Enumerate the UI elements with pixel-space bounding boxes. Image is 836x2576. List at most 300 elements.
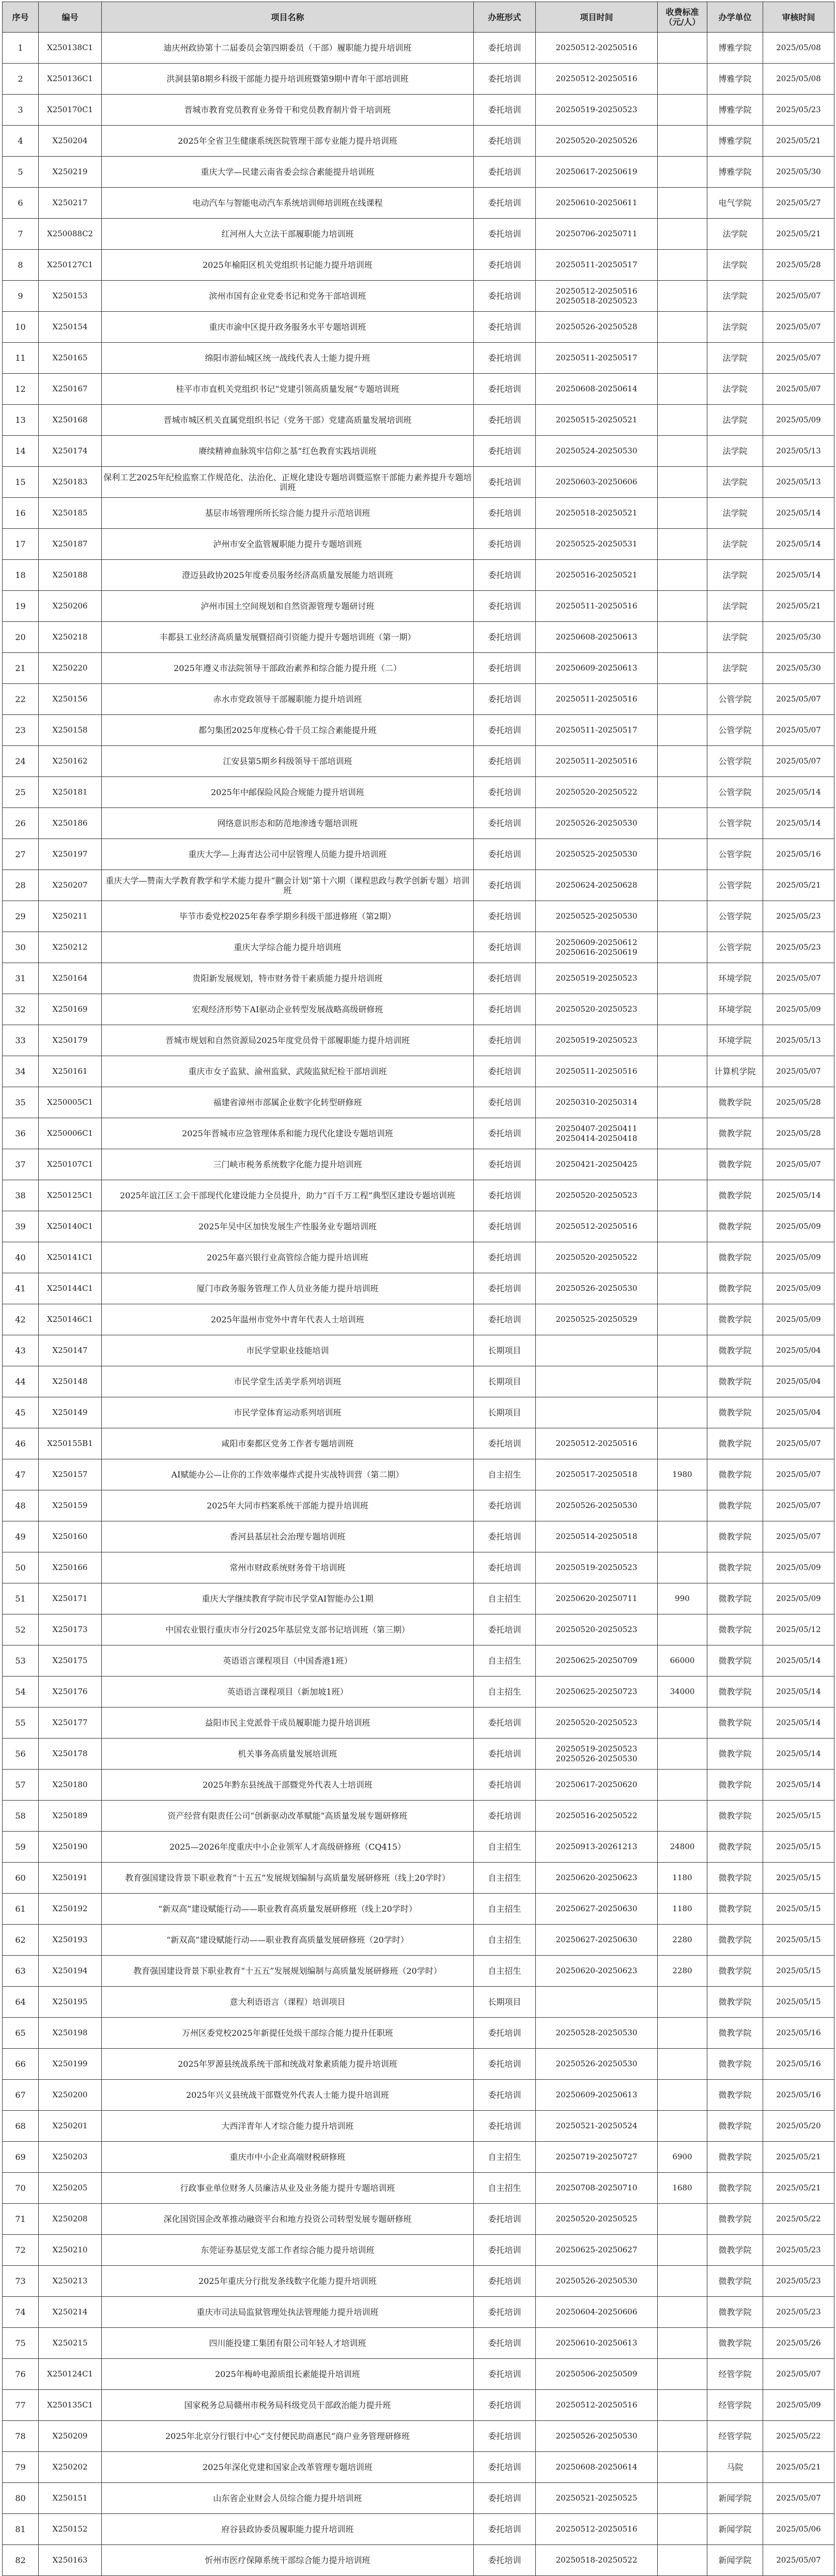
cell-index: 33	[3, 1025, 39, 1056]
cell-class-form: 委托培训	[474, 157, 536, 188]
cell-project-period: 20250515-20250521	[536, 405, 658, 436]
cell-school-unit: 微教学院	[707, 1490, 763, 1521]
cell-school-unit: 法学院	[707, 436, 763, 467]
cell-code: X250202	[39, 2452, 102, 2483]
cell-class-form: 委托培训	[474, 2111, 536, 2142]
cell-project-period: 20250525-20250529	[536, 1304, 658, 1335]
cell-project-name: 重庆市渝中区提升政务服务水平专题培训班	[102, 312, 474, 343]
cell-project-name: 2025年嘉兴银行业高管综合能力提升培训班	[102, 1242, 474, 1273]
cell-project-name: 都匀集团2025年度核心骨干员工综合素能提升班	[102, 715, 474, 746]
cell-project-period: 20250526-20250530	[536, 2049, 658, 2080]
cell-review-date: 2025/05/07	[763, 1521, 834, 1552]
cell-project-name: 机关事务高质量发展培训班	[102, 1739, 474, 1770]
cell-code: X250176	[39, 1676, 102, 1708]
cell-fee	[658, 33, 707, 64]
cell-project-name: 重庆大学综合能力提升培训班	[102, 932, 474, 963]
cell-class-form: 自主招生	[474, 1676, 536, 1708]
cell-school-unit: 法学院	[707, 250, 763, 281]
cell-review-date: 2025/05/21	[763, 2142, 834, 2173]
cell-index: 35	[3, 1087, 39, 1118]
cell-code: X250138C1	[39, 33, 102, 64]
cell-class-form: 委托培训	[474, 374, 536, 405]
cell-school-unit: 微教学院	[707, 2297, 763, 2328]
cell-school-unit: 微教学院	[707, 1614, 763, 1645]
cell-index: 11	[3, 343, 39, 374]
cell-review-date: 2025/05/09	[763, 1273, 834, 1304]
cell-fee	[658, 1521, 707, 1552]
cell-project-period: 20250514-20250518	[536, 1521, 658, 1552]
cell-index: 75	[3, 2328, 39, 2359]
cell-fee	[658, 1708, 707, 1739]
header-code: 编号	[39, 2, 102, 33]
cell-class-form: 委托培训	[474, 2514, 536, 2545]
cell-project-name: 市民学堂生活美学系列培训班	[102, 1366, 474, 1397]
cell-fee	[658, 374, 707, 405]
cell-class-form: 委托培训	[474, 2483, 536, 2514]
cell-class-form: 委托培训	[474, 2390, 536, 2421]
cell-fee	[658, 436, 707, 467]
cell-code: X250175	[39, 1645, 102, 1676]
cell-fee	[658, 312, 707, 343]
cell-review-date: 2025/05/21	[763, 870, 834, 901]
cell-review-date: 2025/05/07	[763, 281, 834, 312]
cell-school-unit: 计算机学院	[707, 1056, 763, 1087]
cell-class-form: 委托培训	[474, 2421, 536, 2452]
cell-project-period: 20250421-20250425	[536, 1149, 658, 1180]
table-row	[3, 1925, 834, 1956]
cell-project-period	[536, 1366, 658, 1397]
cell-index: 62	[3, 1925, 39, 1956]
cell-index: 12	[3, 374, 39, 405]
cell-school-unit: 法学院	[707, 529, 763, 560]
cell-project-period: 20250609-20250612 20250616-20250619	[536, 932, 658, 963]
cell-school-unit: 博雅学院	[707, 33, 763, 64]
cell-fee	[658, 2359, 707, 2390]
cell-review-date: 2025/05/21	[763, 2173, 834, 2204]
table-row	[3, 2297, 834, 2328]
cell-fee	[658, 591, 707, 622]
cell-project-period: 20250525-20250530	[536, 901, 658, 932]
cell-project-name: 中国农业银行重庆市分行2025年基层党支部书记培训班（第三期）	[102, 1614, 474, 1645]
cell-project-name: 厦门市政务服务管理工作人员业务能力提升培训班	[102, 1273, 474, 1304]
cell-class-form: 委托培训	[474, 126, 536, 157]
cell-school-unit: 法学院	[707, 281, 763, 312]
cell-project-name: 赤水市党政领导干部履职能力提升培训班	[102, 684, 474, 715]
cell-project-name: 电动汽车与智能电动汽车系统培训师培训班在线课程	[102, 188, 474, 219]
cell-fee: 1980	[658, 1459, 707, 1490]
cell-class-form: 委托培训	[474, 436, 536, 467]
cell-class-form: 委托培训	[474, 467, 536, 498]
cell-project-period: 20250520-20250523	[536, 1708, 658, 1739]
table-row	[3, 1676, 834, 1708]
cell-class-form: 长期项目	[474, 1397, 536, 1428]
cell-code: X250155B1	[39, 1428, 102, 1459]
cell-class-form: 委托培训	[474, 2452, 536, 2483]
cell-class-form: 自主招生	[474, 2173, 536, 2204]
cell-class-form: 委托培训	[474, 560, 536, 591]
table-row	[3, 1521, 834, 1552]
header-project-name: 项目名称	[102, 2, 474, 33]
cell-index: 79	[3, 2452, 39, 2483]
table-row	[3, 2018, 834, 2049]
cell-code: X250152	[39, 2514, 102, 2545]
cell-school-unit: 微教学院	[707, 2173, 763, 2204]
cell-review-date: 2025/05/14	[763, 560, 834, 591]
cell-project-name: 2025年兴义县统战干部暨党外代表人士能力提升培训班	[102, 2080, 474, 2111]
cell-fee	[658, 1149, 707, 1180]
cell-fee	[658, 839, 707, 870]
cell-school-unit: 微教学院	[707, 1180, 763, 1211]
cell-code: X250166	[39, 1552, 102, 1583]
table-header	[3, 2, 834, 33]
cell-fee	[658, 1335, 707, 1366]
cell-code: X250163	[39, 2545, 102, 2576]
cell-fee	[658, 2545, 707, 2576]
cell-class-form: 委托培训	[474, 622, 536, 653]
cell-school-unit: 新闻学院	[707, 2545, 763, 2576]
cell-code: X250149	[39, 1397, 102, 1428]
cell-fee: 2280	[658, 1956, 707, 1987]
cell-school-unit: 微教学院	[707, 1987, 763, 2018]
cell-code: X250181	[39, 777, 102, 808]
cell-school-unit: 法学院	[707, 374, 763, 405]
cell-project-period: 20250528-20250530	[536, 2018, 658, 2049]
cell-school-unit: 新闻学院	[707, 2514, 763, 2545]
cell-project-name: 红河州人大立法干部履职能力培训班	[102, 219, 474, 250]
cell-review-date: 2025/05/07	[763, 343, 834, 374]
table-row	[3, 1180, 834, 1211]
cell-code: X250179	[39, 1025, 102, 1056]
table-row	[3, 281, 834, 312]
table-row	[3, 2421, 834, 2452]
cell-review-date: 2025/05/14	[763, 498, 834, 529]
cell-code: X250153	[39, 281, 102, 312]
cell-class-form: 委托培训	[474, 2080, 536, 2111]
cell-code: X250165	[39, 343, 102, 374]
cell-fee	[658, 808, 707, 839]
cell-project-period: 20250511-20250516	[536, 746, 658, 777]
cell-project-period: 20250519-20250523	[536, 963, 658, 994]
cell-school-unit: 博雅学院	[707, 157, 763, 188]
cell-fee	[658, 2018, 707, 2049]
cell-index: 40	[3, 1242, 39, 1273]
cell-school-unit: 环境学院	[707, 1025, 763, 1056]
cell-fee: 990	[658, 1583, 707, 1614]
cell-index: 17	[3, 529, 39, 560]
cell-review-date: 2025/05/30	[763, 622, 834, 653]
cell-project-name: 意大利语语言（课程）培训项目	[102, 1987, 474, 2018]
cell-class-form: 委托培训	[474, 33, 536, 64]
cell-class-form: 委托培训	[474, 715, 536, 746]
cell-school-unit: 新闻学院	[707, 2483, 763, 2514]
cell-code: X250136C1	[39, 64, 102, 95]
cell-index: 24	[3, 746, 39, 777]
table-row	[3, 1832, 834, 1863]
cell-index: 67	[3, 2080, 39, 2111]
cell-code: X250159	[39, 1490, 102, 1521]
cell-review-date: 2025/05/07	[763, 2545, 834, 2576]
cell-code: X250193	[39, 1925, 102, 1956]
cell-project-period: 20250608-20250614	[536, 374, 658, 405]
cell-fee	[658, 1801, 707, 1832]
cell-project-name: 2025年重庆分行批发条线数字化能力提升培训班	[102, 2266, 474, 2297]
cell-code: X250206	[39, 591, 102, 622]
cell-school-unit: 电气学院	[707, 188, 763, 219]
cell-index: 16	[3, 498, 39, 529]
cell-code: X250220	[39, 653, 102, 684]
cell-index: 74	[3, 2297, 39, 2328]
cell-review-date: 2025/05/07	[763, 2359, 834, 2390]
cell-school-unit: 微教学院	[707, 1739, 763, 1770]
table-row	[3, 2111, 834, 2142]
cell-fee	[658, 467, 707, 498]
cell-fee	[658, 622, 707, 653]
cell-review-date: 2025/05/16	[763, 2018, 834, 2049]
cell-class-form: 委托培训	[474, 1242, 536, 1273]
table-row	[3, 994, 834, 1025]
cell-project-name: 2025年北京分行银行中心“支付便民助商惠民”商户业务管理研修班	[102, 2421, 474, 2452]
table-row	[3, 250, 834, 281]
cell-class-form: 委托培训	[474, 1087, 536, 1118]
cell-code: X250154	[39, 312, 102, 343]
cell-class-form: 委托培训	[474, 405, 536, 436]
table-row	[3, 1894, 834, 1925]
cell-review-date: 2025/05/04	[763, 1366, 834, 1397]
cell-class-form: 委托培训	[474, 2235, 536, 2266]
cell-project-name: 晋城市城区机关直属党组织书记（党务干部）党建高质量发展培训班	[102, 405, 474, 436]
cell-project-name: 深化国资国企改革推动融资平台和地方投资公司转型发展专题研修班	[102, 2204, 474, 2235]
cell-project-name: 滨州市国有企业党委书记和党务干部培训班	[102, 281, 474, 312]
cell-school-unit: 公管学院	[707, 870, 763, 901]
cell-project-name: 重庆市中小企业高端财税研修班	[102, 2142, 474, 2173]
cell-school-unit: 微教学院	[707, 1304, 763, 1335]
cell-review-date: 2025/05/13	[763, 1025, 834, 1056]
cell-fee	[658, 1739, 707, 1770]
cell-school-unit: 微教学院	[707, 1335, 763, 1366]
table-row	[3, 1087, 834, 1118]
cell-review-date: 2025/05/12	[763, 1614, 834, 1645]
cell-project-period: 20250604-20250606	[536, 2297, 658, 2328]
cell-class-form: 委托培训	[474, 2545, 536, 2576]
cell-school-unit: 法学院	[707, 498, 763, 529]
cell-code: X250135C1	[39, 2390, 102, 2421]
cell-project-name: 迪庆州政协第十二届委员会第四期委员（干部）履职能力提升培训班	[102, 33, 474, 64]
cell-fee	[658, 1056, 707, 1087]
cell-class-form: 委托培训	[474, 95, 536, 126]
cell-fee	[658, 188, 707, 219]
table-row	[3, 374, 834, 405]
cell-project-period: 20250706-20250711	[536, 219, 658, 250]
cell-project-period: 20250520-20250522	[536, 1242, 658, 1273]
cell-fee: 1680	[658, 2173, 707, 2204]
cell-school-unit: 微教学院	[707, 1087, 763, 1118]
cell-school-unit: 微教学院	[707, 1770, 763, 1801]
cell-fee	[658, 1273, 707, 1304]
cell-index: 31	[3, 963, 39, 994]
cell-class-form: 委托培训	[474, 2266, 536, 2297]
cell-school-unit: 微教学院	[707, 1428, 763, 1459]
cell-fee	[658, 994, 707, 1025]
cell-class-form: 自主招生	[474, 1863, 536, 1894]
cell-class-form: 委托培训	[474, 1211, 536, 1242]
cell-class-form: 长期项目	[474, 1366, 536, 1397]
table-row	[3, 2204, 834, 2235]
cell-project-period: 20250708-20250710	[536, 2173, 658, 2204]
table-row	[3, 932, 834, 963]
header-row	[3, 2, 834, 33]
cell-project-name: 晋城市规划和自然资源局2025年度党员骨干部履职能力提升培训班	[102, 1025, 474, 1056]
cell-class-form: 委托培训	[474, 1118, 536, 1149]
table-row	[3, 1801, 834, 1832]
cell-project-period: 20250624-20250628	[536, 870, 658, 901]
cell-fee	[658, 1242, 707, 1273]
cell-project-period: 20250525-20250530	[536, 839, 658, 870]
cell-school-unit: 微教学院	[707, 2266, 763, 2297]
table-row	[3, 870, 834, 901]
cell-index: 7	[3, 219, 39, 250]
cell-project-name: 英语语言课程项目（中国香港1班）	[102, 1645, 474, 1676]
cell-school-unit: 微教学院	[707, 1366, 763, 1397]
cell-index: 4	[3, 126, 39, 157]
cell-fee	[658, 560, 707, 591]
cell-index: 37	[3, 1149, 39, 1180]
cell-project-period: 20250520-20250526	[536, 126, 658, 157]
cell-project-name: 重庆市女子监狱、渝州监狱、武陵监狱纪检干部培训班	[102, 1056, 474, 1087]
cell-project-name: 绵阳市游仙城区统一战线代表人士能力提升班	[102, 343, 474, 374]
cell-project-period: 20250608-20250613	[536, 622, 658, 653]
cell-project-name: 益阳市民主党派骨干成员履职能力提升培训班	[102, 1708, 474, 1739]
cell-code: X250191	[39, 1863, 102, 1894]
cell-class-form: 委托培训	[474, 1739, 536, 1770]
cell-index: 3	[3, 95, 39, 126]
cell-project-period: 20250526-20250530	[536, 1490, 658, 1521]
cell-code: X250158	[39, 715, 102, 746]
cell-project-period	[536, 1397, 658, 1428]
cell-index: 6	[3, 188, 39, 219]
cell-project-period	[536, 1335, 658, 1366]
cell-class-form: 自主招生	[474, 1894, 536, 1925]
cell-review-date: 2025/05/21	[763, 591, 834, 622]
cell-project-name: 泸州市国土空间规划和自然资源管理专题研讨班	[102, 591, 474, 622]
cell-index: 77	[3, 2390, 39, 2421]
cell-fee	[658, 1490, 707, 1521]
cell-project-name: 2025年吴中区加快发展生产性服务业专题培训班	[102, 1211, 474, 1242]
cell-project-name: 忻州市医疗保障系统干部综合能力提升培训班	[102, 2545, 474, 2576]
header-review-date: 审核时间	[763, 2, 834, 33]
table-row	[3, 684, 834, 715]
cell-review-date: 2025/05/21	[763, 2452, 834, 2483]
cell-school-unit: 法学院	[707, 312, 763, 343]
cell-school-unit: 公管学院	[707, 746, 763, 777]
cell-index: 28	[3, 870, 39, 901]
cell-project-period: 20250617-20250619	[536, 157, 658, 188]
cell-review-date: 2025/05/15	[763, 1801, 834, 1832]
cell-project-name: 重庆大学—上海青达公司中层管理人员能力提升培训班	[102, 839, 474, 870]
header-index: 序号	[3, 2, 39, 33]
cell-index: 46	[3, 1428, 39, 1459]
cell-class-form: 委托培训	[474, 2018, 536, 2049]
cell-school-unit: 微教学院	[707, 1118, 763, 1149]
cell-project-name: 重庆大学—民建云南省委会综合素能提升培训班	[102, 157, 474, 188]
cell-project-period: 20250519-20250523	[536, 1552, 658, 1583]
cell-review-date: 2025/05/07	[763, 374, 834, 405]
cell-class-form: 委托培训	[474, 1304, 536, 1335]
table-row	[3, 1645, 834, 1676]
cell-review-date: 2025/05/07	[763, 963, 834, 994]
cell-school-unit: 法学院	[707, 653, 763, 684]
cell-review-date: 2025/05/14	[763, 1708, 834, 1739]
cell-project-period: 20250512-20250516	[536, 2514, 658, 2545]
cell-index: 1	[3, 33, 39, 64]
cell-review-date: 2025/05/15	[763, 1863, 834, 1894]
cell-fee	[658, 1087, 707, 1118]
cell-code: X250190	[39, 1832, 102, 1863]
cell-review-date: 2025/05/15	[763, 1832, 834, 1863]
cell-review-date: 2025/05/14	[763, 1180, 834, 1211]
cell-index: 45	[3, 1397, 39, 1428]
cell-project-period: 20250620-20250623	[536, 1956, 658, 1987]
cell-index: 61	[3, 1894, 39, 1925]
table-row	[3, 1987, 834, 2018]
cell-review-date: 2025/05/13	[763, 467, 834, 498]
cell-project-name: 常州市财政系统财务骨干培训班	[102, 1552, 474, 1583]
cell-project-period: 20250506-20250509	[536, 2359, 658, 2390]
table-row	[3, 1211, 834, 1242]
cell-project-period: 20250520-20250523	[536, 1614, 658, 1645]
cell-project-period: 20250512-20250516	[536, 33, 658, 64]
cell-index: 34	[3, 1056, 39, 1087]
cell-review-date: 2025/05/22	[763, 2204, 834, 2235]
cell-code: X250141C1	[39, 1242, 102, 1273]
cell-class-form: 委托培训	[474, 529, 536, 560]
cell-code: X250214	[39, 2297, 102, 2328]
cell-review-date: 2025/05/09	[763, 994, 834, 1025]
cell-project-name: 宏观经济形势下AI驱动企业转型发展战略高级研修班	[102, 994, 474, 1025]
cell-project-name: 四川能投建工集团有限公司年轻人才培训班	[102, 2328, 474, 2359]
cell-index: 48	[3, 1490, 39, 1521]
header-class-form: 办班形式	[474, 2, 536, 33]
cell-fee	[658, 126, 707, 157]
cell-fee	[658, 1211, 707, 1242]
table-row	[3, 591, 834, 622]
cell-class-form: 委托培训	[474, 1770, 536, 1801]
cell-index: 70	[3, 2173, 39, 2204]
cell-project-period: 20250511-20250516	[536, 591, 658, 622]
table-row	[3, 808, 834, 839]
cell-project-name: 基层市场管理所所长综合能力提升示范培训班	[102, 498, 474, 529]
table-row	[3, 1863, 834, 1894]
cell-class-form: 自主招生	[474, 2142, 536, 2173]
cell-project-name: 咸阳市秦都区党务工作者专题培训班	[102, 1428, 474, 1459]
cell-index: 8	[3, 250, 39, 281]
cell-class-form: 委托培训	[474, 1428, 536, 1459]
cell-code: X250171	[39, 1583, 102, 1614]
cell-review-date: 2025/05/14	[763, 529, 834, 560]
cell-project-name: 晋城市教育党员教育业务骨干和党员教育制片骨干培训班	[102, 95, 474, 126]
cell-code: X250192	[39, 1894, 102, 1925]
cell-fee	[658, 932, 707, 963]
cell-index: 72	[3, 2235, 39, 2266]
cell-class-form: 委托培训	[474, 777, 536, 808]
cell-project-name: 2025年黔东县统战干部暨党外代表人士培训班	[102, 1770, 474, 1801]
cell-review-date: 2025/05/30	[763, 157, 834, 188]
cell-fee	[658, 1366, 707, 1397]
cell-review-date: 2025/05/09	[763, 2390, 834, 2421]
cell-project-period: 20250627-20250630	[536, 1925, 658, 1956]
table-row	[3, 653, 834, 684]
cell-fee	[658, 2390, 707, 2421]
cell-review-date: 2025/05/23	[763, 95, 834, 126]
